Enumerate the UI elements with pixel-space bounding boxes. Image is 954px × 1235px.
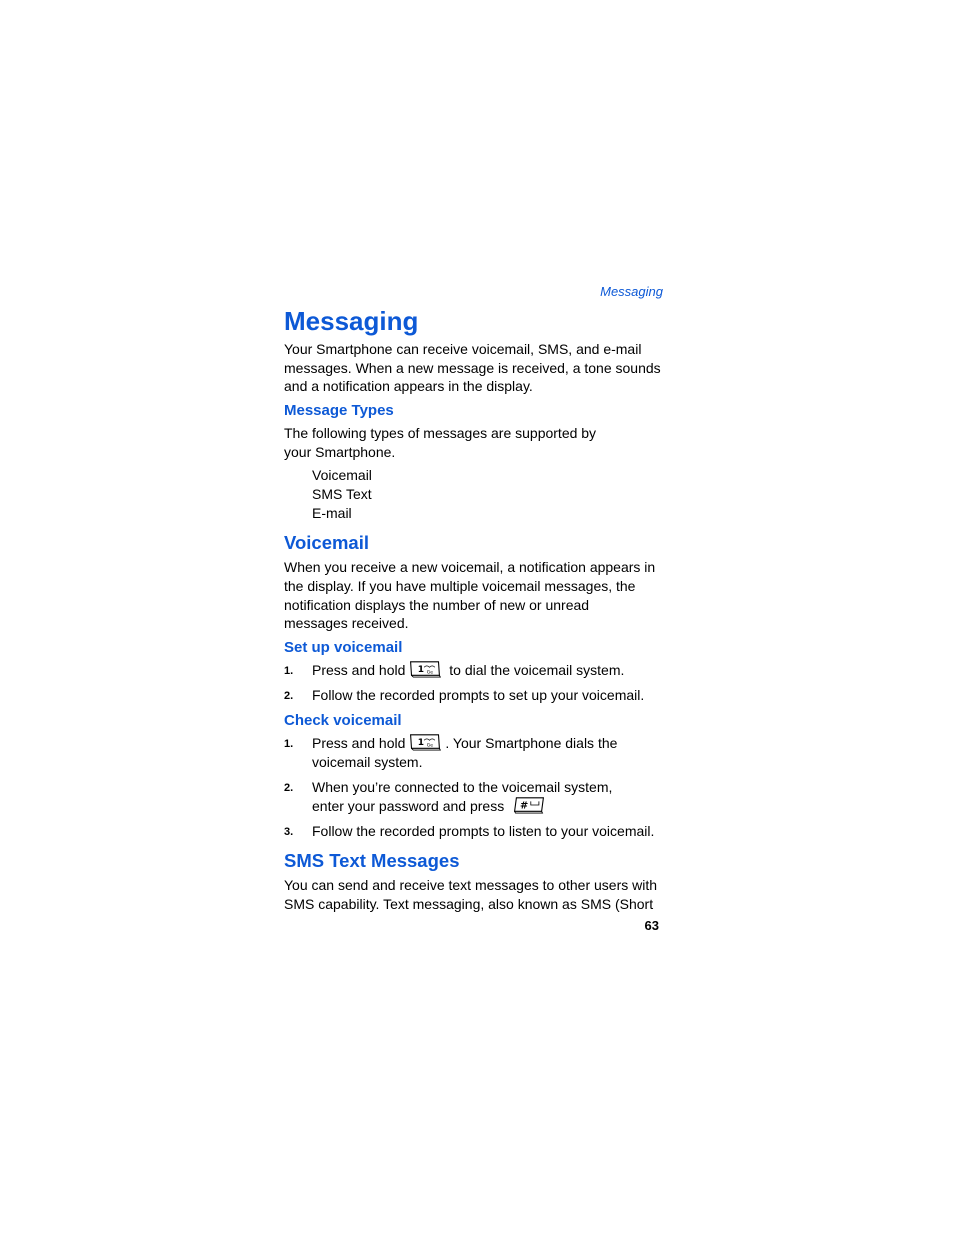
message-types-heading: Message Types — [284, 402, 394, 419]
sms-heading: SMS Text Messages — [284, 850, 460, 871]
step-text: Press and hold — [312, 735, 406, 751]
intro-line-1: Your Smartphone can receive voicemail, SMS, and e-mail — [284, 341, 642, 357]
step-text: enter your password and press — [312, 797, 505, 814]
sms-line-2: SMS capability. Text messaging, also known as SMS (Short — [284, 896, 654, 912]
svg-text:#: # — [520, 800, 529, 812]
list-item: E-mail — [312, 505, 352, 521]
step-text: to dial the voicemail system. — [445, 662, 625, 678]
voicemail-line-4: messages received. — [284, 615, 409, 631]
step-number: 2. — [284, 690, 294, 702]
check-voicemail-heading: Check voicemail — [284, 712, 402, 729]
voicemail-line-1: When you receive a new voicemail, a notification appears in — [284, 559, 656, 575]
page-number: 63 — [644, 918, 659, 933]
sms-line-1: You can send and receive text messages to other users with — [284, 877, 658, 893]
key-hash-icon — [512, 796, 546, 814]
message-types-line-2: your Smartphone. — [284, 444, 396, 460]
running-head: Messaging — [600, 284, 663, 299]
step-number: 2. — [284, 782, 294, 794]
key-1-voicemail-icon — [408, 660, 442, 678]
list-item: SMS Text — [312, 486, 372, 502]
step-number: 1. — [284, 665, 294, 677]
step-text: voicemail system. — [312, 754, 423, 771]
setup-voicemail-heading: Set up voicemail — [284, 639, 403, 656]
page-title: Messaging — [284, 306, 419, 336]
svg-text:Ge: Ge — [427, 743, 434, 749]
step-text: Follow the recorded prompts to set up your voicemail. — [312, 687, 645, 703]
step-text: When you’re connected to the voicemail system, — [312, 779, 613, 795]
step-number: 1. — [284, 738, 294, 750]
key-1-voicemail-icon — [408, 733, 442, 751]
list-item: Voicemail — [312, 467, 372, 483]
voicemail-line-2: the display. If you have multiple voicemail messages, the — [284, 578, 636, 594]
intro-line-3: and a notification appears in the display. — [284, 378, 533, 394]
step-text: Follow the recorded prompts to listen to your voicemail. — [312, 823, 655, 839]
step-text: Press and hold — [312, 662, 406, 678]
message-types-line-1: The following types of messages are supported by — [284, 425, 597, 441]
step-text: . Your Smartphone dials the — [445, 735, 618, 751]
svg-text:1: 1 — [418, 665, 425, 676]
intro-line-2: messages. When a new message is received, a tone sounds — [284, 360, 661, 376]
step-number: 3. — [284, 826, 294, 838]
voicemail-line-3: notification displays the number of new or unread — [284, 597, 590, 613]
svg-text:1: 1 — [418, 738, 425, 749]
svg-text:Ge: Ge — [427, 670, 434, 676]
voicemail-heading: Voicemail — [284, 532, 370, 553]
